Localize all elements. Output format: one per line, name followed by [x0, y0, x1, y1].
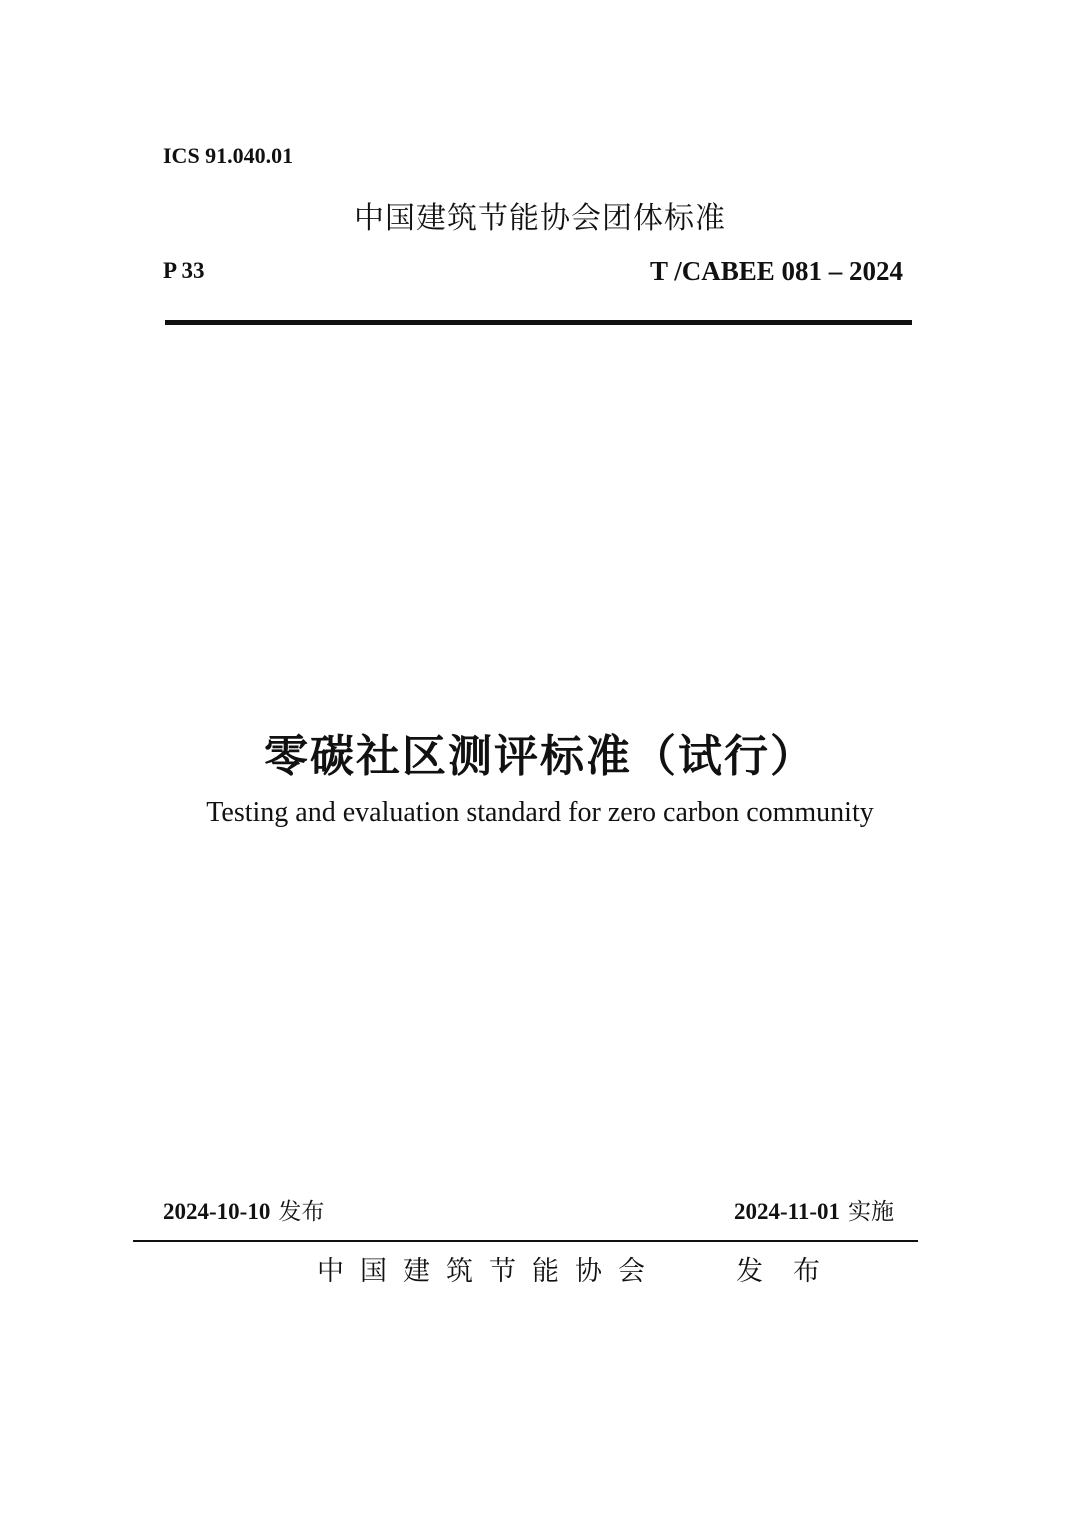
classification-code: P 33: [163, 258, 205, 283]
issue-label: 发布: [278, 1199, 325, 1225]
issue-date: 2024-10-10: [163, 1199, 271, 1224]
publisher-name: 中国建筑节能协会: [317, 1256, 661, 1287]
implement-date-line: [734, 1193, 894, 1226]
standard-number: T /CABEE 081 – 2024: [649, 256, 903, 286]
organization-standard-title: 中国建筑节能协会团体标准: [354, 201, 726, 236]
issue-date-line: [163, 1193, 324, 1226]
document-title-english: Testing and evaluation standard for zero carbon community: [206, 797, 874, 828]
publish-label: 发布: [736, 1256, 850, 1287]
implement-label: 实施: [848, 1199, 894, 1225]
implement-date: 2024-11-01: [733, 1199, 840, 1224]
footer-divider: [133, 1240, 918, 1242]
document-title-chinese: 零碳社区测评标准（试行）: [264, 731, 816, 782]
ics-code: ICS 91.040.01: [163, 143, 294, 168]
header-divider: [165, 320, 912, 325]
